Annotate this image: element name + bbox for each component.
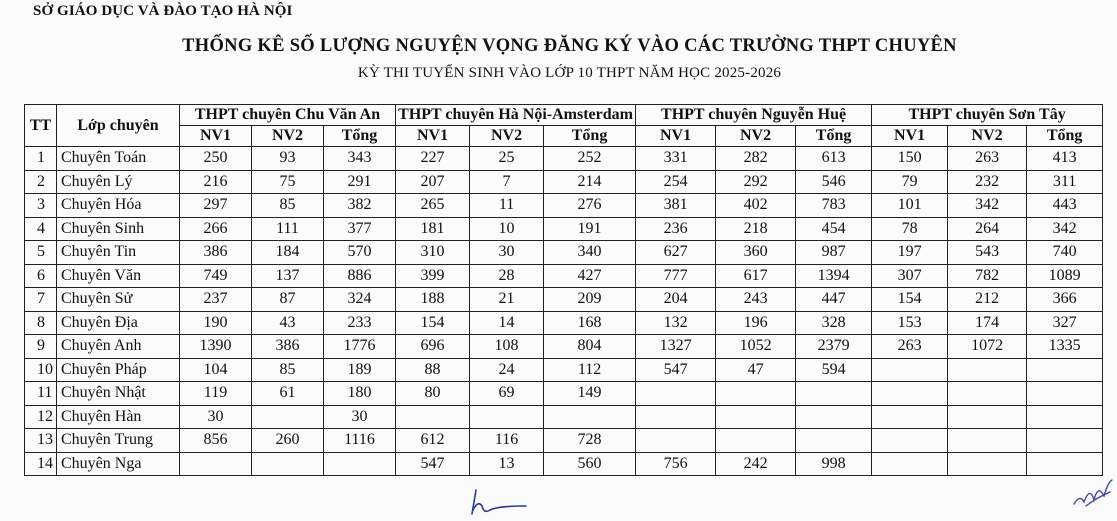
cell-nv1-school-4: 263 [872, 335, 948, 359]
class-name: Chuyên Hàn [57, 405, 180, 429]
cell-tong-school-1: 30 [324, 405, 396, 429]
header-nv2-school-2: NV2 [470, 126, 544, 147]
cell-nv1-school-1: 216 [180, 170, 252, 194]
cell-nv1-school-4: 101 [872, 194, 948, 218]
cell-nv2-school-4: 342 [948, 194, 1027, 218]
class-name: Chuyên Pháp [57, 358, 180, 382]
cell-nv1-school-1: 386 [180, 241, 252, 265]
cell-nv1-school-2: 399 [396, 264, 470, 288]
signature-mark-2 [1070, 476, 1115, 510]
cell-tong-school-2 [544, 405, 636, 429]
cell-nv2-school-1: 260 [252, 429, 324, 453]
cell-tong-school-3 [796, 429, 872, 453]
cell-nv2-school-2: 25 [470, 147, 544, 171]
cell-tong-school-4: 740 [1027, 241, 1103, 265]
cell-nv1-school-1: 30 [180, 405, 252, 429]
cell-nv1-school-1 [180, 452, 252, 476]
table-row [25, 264, 1103, 288]
cell-nv2-school-1: 75 [252, 170, 324, 194]
class-name: Chuyên Trung [57, 429, 180, 453]
cell-tong-school-4: 342 [1027, 217, 1103, 241]
cell-nv1-school-3: 381 [636, 194, 716, 218]
cell-tong-school-4 [1027, 429, 1103, 453]
header-school-nguyen-hue: THPT chuyên Nguyễn Huệ [636, 105, 872, 126]
cell-nv1-school-2: 227 [396, 147, 470, 171]
cell-nv1-school-3: 204 [636, 288, 716, 312]
cell-nv2-school-2: 13 [470, 452, 544, 476]
cell-nv1-school-4 [872, 452, 948, 476]
cell-tong-school-2: 214 [544, 170, 636, 194]
cell-nv2-school-4: 263 [948, 147, 1027, 171]
cell-tong-school-3: 454 [796, 217, 872, 241]
row-number: 8 [25, 311, 57, 335]
header-class: Lớp chuyên [57, 105, 180, 147]
cell-nv2-school-3: 282 [716, 147, 796, 171]
agency-name: SỞ GIÁO DỤC VÀ ĐÀO TẠO HÀ NỘI [33, 3, 293, 19]
class-name: Chuyên Sử [57, 288, 180, 312]
cell-nv2-school-2: 108 [470, 335, 544, 359]
cell-nv2-school-3: 196 [716, 311, 796, 335]
cell-tong-school-1: 570 [324, 241, 396, 265]
cell-tong-school-1: 324 [324, 288, 396, 312]
cell-tong-school-1: 1776 [324, 335, 396, 359]
cell-tong-school-4: 443 [1027, 194, 1103, 218]
cell-nv2-school-4: 543 [948, 241, 1027, 265]
class-name: Chuyên Lý [57, 170, 180, 194]
cell-tong-school-3: 594 [796, 358, 872, 382]
cell-nv2-school-3 [716, 405, 796, 429]
table-row [25, 147, 1103, 171]
cell-nv2-school-3 [716, 382, 796, 406]
cell-tong-school-1: 343 [324, 147, 396, 171]
cell-tong-school-3: 998 [796, 452, 872, 476]
cell-tong-school-1: 291 [324, 170, 396, 194]
cell-nv2-school-1: 43 [252, 311, 324, 335]
table-row [25, 405, 1103, 429]
cell-tong-school-2: 112 [544, 358, 636, 382]
cell-nv2-school-3: 47 [716, 358, 796, 382]
header-nv1-school-4: NV1 [872, 126, 948, 147]
cell-nv1-school-1: 1390 [180, 335, 252, 359]
row-number: 12 [25, 405, 57, 429]
table-row [25, 194, 1103, 218]
cell-tong-school-2: 191 [544, 217, 636, 241]
cell-nv1-school-1: 104 [180, 358, 252, 382]
cell-tong-school-1: 1116 [324, 429, 396, 453]
class-name: Chuyên Sinh [57, 217, 180, 241]
cell-nv2-school-4 [948, 358, 1027, 382]
cell-nv1-school-2: 188 [396, 288, 470, 312]
class-name: Chuyên Tin [57, 241, 180, 265]
cell-nv2-school-4 [948, 382, 1027, 406]
cell-tong-school-1: 189 [324, 358, 396, 382]
cell-tong-school-4: 311 [1027, 170, 1103, 194]
header-tong-school-2: Tổng [544, 126, 636, 147]
cell-nv2-school-3: 292 [716, 170, 796, 194]
cell-tong-school-3: 546 [796, 170, 872, 194]
cell-tong-school-2: 276 [544, 194, 636, 218]
row-number: 1 [25, 147, 57, 171]
row-number: 6 [25, 264, 57, 288]
cell-nv1-school-1: 190 [180, 311, 252, 335]
cell-nv1-school-2: 612 [396, 429, 470, 453]
cell-nv2-school-1: 137 [252, 264, 324, 288]
cell-nv2-school-4 [948, 429, 1027, 453]
cell-tong-school-3: 447 [796, 288, 872, 312]
cell-tong-school-4: 366 [1027, 288, 1103, 312]
cell-nv1-school-4: 79 [872, 170, 948, 194]
cell-nv2-school-1: 93 [252, 147, 324, 171]
cell-nv1-school-4: 154 [872, 288, 948, 312]
cell-tong-school-1 [324, 452, 396, 476]
cell-nv2-school-4: 1072 [948, 335, 1027, 359]
cell-tong-school-4 [1027, 452, 1103, 476]
cell-nv2-school-1: 111 [252, 217, 324, 241]
cell-nv1-school-4 [872, 358, 948, 382]
cell-tong-school-1: 233 [324, 311, 396, 335]
cell-tong-school-3 [796, 382, 872, 406]
cell-nv1-school-2: 265 [396, 194, 470, 218]
cell-nv2-school-3: 402 [716, 194, 796, 218]
cell-tong-school-2: 804 [544, 335, 636, 359]
header-tong-school-3: Tổng [796, 126, 872, 147]
cell-nv2-school-4: 212 [948, 288, 1027, 312]
cell-nv2-school-2: 7 [470, 170, 544, 194]
cell-nv1-school-3 [636, 429, 716, 453]
cell-nv2-school-3: 218 [716, 217, 796, 241]
class-name: Chuyên Địa [57, 311, 180, 335]
cell-nv2-school-1: 85 [252, 194, 324, 218]
class-name: Chuyên Văn [57, 264, 180, 288]
cell-nv2-school-2: 11 [470, 194, 544, 218]
table-row [25, 335, 1103, 359]
cell-nv2-school-1: 85 [252, 358, 324, 382]
cell-tong-school-4: 1089 [1027, 264, 1103, 288]
cell-tong-school-1: 180 [324, 382, 396, 406]
row-number: 10 [25, 358, 57, 382]
table-row [25, 429, 1103, 453]
table-row [25, 382, 1103, 406]
cell-nv1-school-2: 207 [396, 170, 470, 194]
cell-tong-school-2: 149 [544, 382, 636, 406]
cell-tong-school-3: 328 [796, 311, 872, 335]
cell-nv2-school-1: 184 [252, 241, 324, 265]
signature-mark-1 [462, 488, 532, 518]
cell-nv2-school-1: 61 [252, 382, 324, 406]
class-name: Chuyên Hóa [57, 194, 180, 218]
cell-nv2-school-3: 1052 [716, 335, 796, 359]
header-nv2-school-1: NV2 [252, 126, 324, 147]
table-row [25, 217, 1103, 241]
cell-nv1-school-4: 78 [872, 217, 948, 241]
cell-nv1-school-1: 119 [180, 382, 252, 406]
class-name: Chuyên Toán [57, 147, 180, 171]
cell-nv1-school-2: 547 [396, 452, 470, 476]
cell-nv1-school-1: 297 [180, 194, 252, 218]
cell-nv2-school-3: 243 [716, 288, 796, 312]
cell-nv1-school-3: 236 [636, 217, 716, 241]
registration-stats-table [24, 104, 1103, 476]
cell-tong-school-2: 340 [544, 241, 636, 265]
cell-nv2-school-4: 264 [948, 217, 1027, 241]
cell-nv2-school-4 [948, 452, 1027, 476]
table-row [25, 170, 1103, 194]
cell-tong-school-2: 728 [544, 429, 636, 453]
cell-nv1-school-2: 88 [396, 358, 470, 382]
class-name: Chuyên Nhật [57, 382, 180, 406]
cell-nv2-school-1: 87 [252, 288, 324, 312]
header-nv1-school-3: NV1 [636, 126, 716, 147]
cell-nv1-school-3 [636, 405, 716, 429]
cell-nv1-school-2: 310 [396, 241, 470, 265]
cell-nv1-school-2: 181 [396, 217, 470, 241]
header-nv2-school-3: NV2 [716, 126, 796, 147]
cell-tong-school-1: 886 [324, 264, 396, 288]
cell-nv2-school-2: 14 [470, 311, 544, 335]
cell-nv2-school-3: 360 [716, 241, 796, 265]
cell-nv1-school-4: 307 [872, 264, 948, 288]
cell-tong-school-4: 327 [1027, 311, 1103, 335]
cell-nv2-school-4: 782 [948, 264, 1027, 288]
cell-tong-school-2: 560 [544, 452, 636, 476]
cell-nv1-school-1: 749 [180, 264, 252, 288]
table-row [25, 288, 1103, 312]
cell-tong-school-2: 427 [544, 264, 636, 288]
header-tong-school-4: Tổng [1027, 126, 1103, 147]
row-number: 5 [25, 241, 57, 265]
cell-nv1-school-3: 254 [636, 170, 716, 194]
cell-tong-school-1: 377 [324, 217, 396, 241]
header-tt: TT [25, 105, 57, 147]
cell-nv1-school-3: 627 [636, 241, 716, 265]
cell-nv2-school-3 [716, 429, 796, 453]
row-number: 4 [25, 217, 57, 241]
cell-nv1-school-3 [636, 382, 716, 406]
row-number: 11 [25, 382, 57, 406]
cell-tong-school-2: 209 [544, 288, 636, 312]
cell-nv1-school-2 [396, 405, 470, 429]
cell-nv1-school-3: 756 [636, 452, 716, 476]
cell-nv1-school-1: 250 [180, 147, 252, 171]
cell-nv2-school-1 [252, 405, 324, 429]
cell-tong-school-2: 168 [544, 311, 636, 335]
cell-tong-school-4: 413 [1027, 147, 1103, 171]
document-title: THỐNG KÊ SỐ LƯỢNG NGUYỆN VỌNG ĐĂNG KÝ VÀO CÁC TRƯỜNG THPT CHUYÊN [182, 36, 957, 56]
row-number: 14 [25, 452, 57, 476]
row-number: 7 [25, 288, 57, 312]
cell-nv1-school-4: 153 [872, 311, 948, 335]
header-tong-school-1: Tổng [324, 126, 396, 147]
cell-nv2-school-4: 232 [948, 170, 1027, 194]
cell-nv2-school-4: 174 [948, 311, 1027, 335]
cell-nv2-school-2: 24 [470, 358, 544, 382]
cell-tong-school-2: 252 [544, 147, 636, 171]
table-row [25, 241, 1103, 265]
row-number: 13 [25, 429, 57, 453]
cell-nv1-school-4 [872, 405, 948, 429]
header-nv1-school-1: NV1 [180, 126, 252, 147]
row-number: 2 [25, 170, 57, 194]
cell-nv2-school-2: 21 [470, 288, 544, 312]
cell-nv1-school-2: 154 [396, 311, 470, 335]
row-number: 3 [25, 194, 57, 218]
cell-nv1-school-4 [872, 429, 948, 453]
header-school-son-tay: THPT chuyên Sơn Tây [872, 105, 1103, 126]
cell-nv1-school-2: 696 [396, 335, 470, 359]
cell-nv1-school-4: 197 [872, 241, 948, 265]
cell-tong-school-4: 1335 [1027, 335, 1103, 359]
cell-nv2-school-1: 386 [252, 335, 324, 359]
class-name: Chuyên Nga [57, 452, 180, 476]
cell-nv1-school-4 [872, 382, 948, 406]
cell-tong-school-4 [1027, 358, 1103, 382]
header-school-ha-noi-amsterdam: THPT chuyên Hà Nội-Amsterdam [396, 105, 636, 126]
cell-nv2-school-3: 617 [716, 264, 796, 288]
cell-nv1-school-1: 856 [180, 429, 252, 453]
cell-nv2-school-2: 69 [470, 382, 544, 406]
cell-nv1-school-2: 80 [396, 382, 470, 406]
cell-nv1-school-4: 150 [872, 147, 948, 171]
header-school-chu-van-an: THPT chuyên Chu Văn An [180, 105, 396, 126]
cell-tong-school-1: 382 [324, 194, 396, 218]
table-row [25, 358, 1103, 382]
cell-tong-school-3: 613 [796, 147, 872, 171]
row-number: 9 [25, 335, 57, 359]
header-nv2-school-4: NV2 [948, 126, 1027, 147]
cell-nv2-school-2: 28 [470, 264, 544, 288]
cell-tong-school-3: 1394 [796, 264, 872, 288]
header-nv1-school-2: NV1 [396, 126, 470, 147]
cell-nv1-school-3: 132 [636, 311, 716, 335]
cell-nv1-school-1: 237 [180, 288, 252, 312]
cell-tong-school-4 [1027, 405, 1103, 429]
cell-tong-school-3 [796, 405, 872, 429]
cell-nv2-school-2: 116 [470, 429, 544, 453]
cell-nv1-school-3: 777 [636, 264, 716, 288]
cell-tong-school-4 [1027, 382, 1103, 406]
table-row [25, 311, 1103, 335]
document-subtitle: KỲ THI TUYỂN SINH VÀO LỚP 10 THPT NĂM HỌC 2025-2026 [357, 65, 782, 81]
table-row [25, 452, 1103, 476]
class-name: Chuyên Anh [57, 335, 180, 359]
cell-tong-school-3: 783 [796, 194, 872, 218]
cell-tong-school-3: 987 [796, 241, 872, 265]
cell-nv2-school-3: 242 [716, 452, 796, 476]
cell-nv2-school-2: 10 [470, 217, 544, 241]
cell-nv2-school-1 [252, 452, 324, 476]
cell-nv2-school-2: 30 [470, 241, 544, 265]
cell-nv1-school-3: 547 [636, 358, 716, 382]
cell-nv1-school-3: 331 [636, 147, 716, 171]
cell-tong-school-3: 2379 [796, 335, 872, 359]
cell-nv2-school-4 [948, 405, 1027, 429]
cell-nv2-school-2 [470, 405, 544, 429]
cell-nv1-school-3: 1327 [636, 335, 716, 359]
cell-nv1-school-1: 266 [180, 217, 252, 241]
